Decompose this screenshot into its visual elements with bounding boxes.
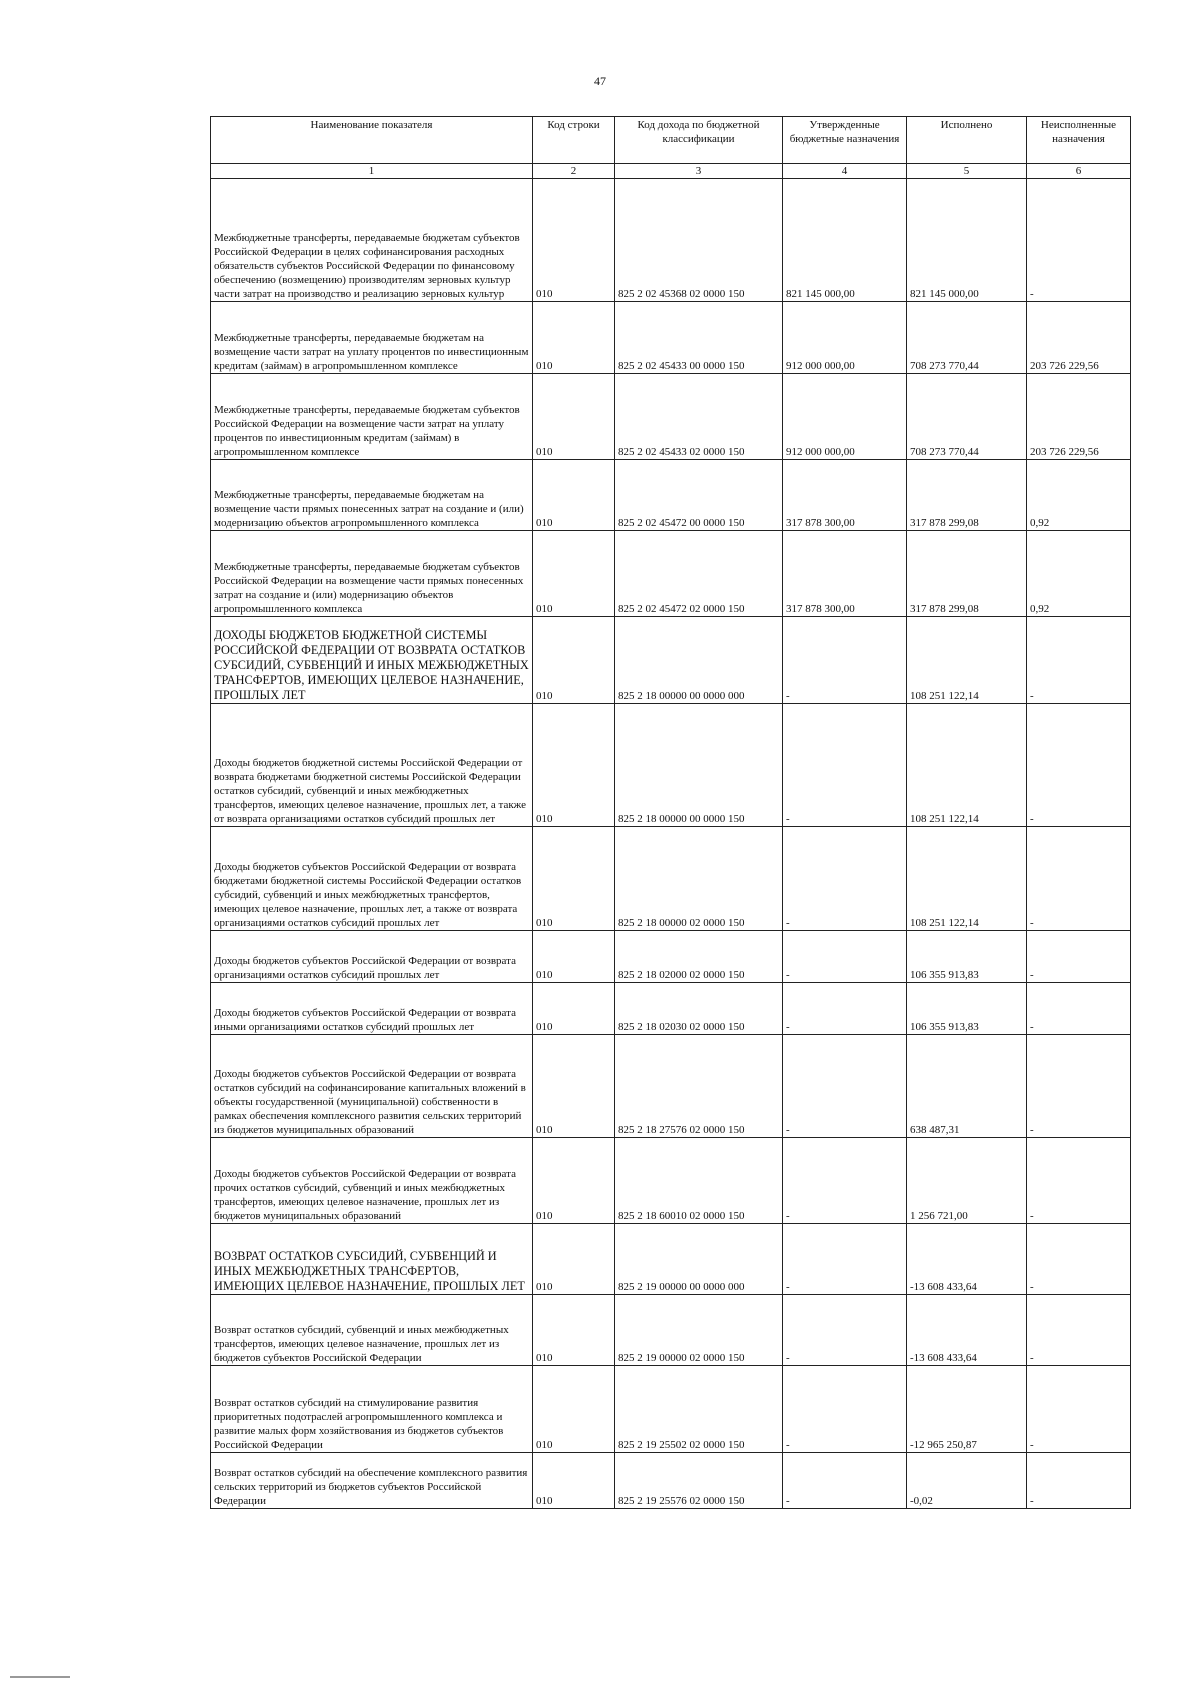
row-approved: - [783,827,907,931]
table-row [211,302,1131,374]
row-unexecuted: - [1027,617,1131,704]
row-income-code: 825 2 02 45472 00 0000 150 [615,460,783,531]
header-income-code: Код дохода по бюджетной классификации [615,117,783,164]
scan-edge-mark [10,1676,70,1678]
row-income-code: 825 2 18 27576 02 0000 150 [615,1035,783,1138]
table-row [211,704,1131,827]
table-row [211,983,1131,1035]
row-name: Доходы бюджетов субъектов Российской Федерации от возврата организациями остатков субсидий прошлых лет [211,931,533,983]
row-executed: 317 878 299,08 [907,460,1027,531]
row-code: 010 [533,1035,615,1138]
table-row [211,931,1131,983]
page-number: 47 [594,74,606,88]
row-code: 010 [533,617,615,704]
row-income-code: 825 2 18 00000 00 0000 000 [615,617,783,704]
table-row [211,1138,1131,1224]
row-unexecuted: - [1027,983,1131,1035]
table-row [211,1295,1131,1366]
row-code: 010 [533,1224,615,1295]
row-unexecuted: - [1027,931,1131,983]
row-income-code: 825 2 18 02000 02 0000 150 [615,931,783,983]
column-number: 2 [533,164,615,179]
column-number: 3 [615,164,783,179]
row-name: Доходы бюджетов субъектов Российской Федерации от возврата бюджетами бюджетной системы Российской Федерации остатков субсидий, субвенций и иных межбюджетных трансфертов, имеющих целевое назначение, прошлых лет, а также от возврата организациями остатков субсидий прошлых лет [211,827,533,931]
row-executed: -12 965 250,87 [907,1366,1027,1453]
header-row [211,117,1131,164]
row-approved: 912 000 000,00 [783,374,907,460]
row-code: 010 [533,1295,615,1366]
row-unexecuted: 203 726 229,56 [1027,374,1131,460]
table-row [211,1366,1131,1453]
row-name: Возврат остатков субсидий на обеспечение комплексного развития сельских территорий из бюджетов субъектов Российской Федерации [211,1453,533,1509]
table-row [211,460,1131,531]
row-approved: 821 145 000,00 [783,179,907,302]
budget-report-table [210,116,1131,1509]
row-code: 010 [533,460,615,531]
row-income-code: 825 2 02 45368 02 0000 150 [615,179,783,302]
row-unexecuted: - [1027,1035,1131,1138]
row-income-code: 825 2 02 45433 00 0000 150 [615,302,783,374]
table-row [211,531,1131,617]
row-unexecuted: - [1027,1453,1131,1509]
row-executed: -13 608 433,64 [907,1224,1027,1295]
row-approved: 317 878 300,00 [783,531,907,617]
row-executed: 317 878 299,08 [907,531,1027,617]
column-number: 6 [1027,164,1131,179]
row-name: Межбюджетные трансферты, передаваемые бюджетам субъектов Российской Федерации на возмещение части затрат на уплату процентов по инвестиционным кредитам (займам) в агропромышленном комплексе [211,374,533,460]
row-code: 010 [533,531,615,617]
row-approved: - [783,1295,907,1366]
row-code: 010 [533,179,615,302]
row-executed: 108 251 122,14 [907,704,1027,827]
header-approved: Утвержденные бюджетные назначения [783,117,907,164]
row-income-code: 825 2 18 00000 00 0000 150 [615,704,783,827]
row-income-code: 825 2 19 00000 02 0000 150 [615,1295,783,1366]
header-name: Наименование показателя [211,117,533,164]
row-approved: - [783,1453,907,1509]
row-name: Доходы бюджетов субъектов Российской Федерации от возврата остатков субсидий на софинансирование капитальных вложений в объекты государственной (муниципальной) собственности в рамках обеспечения комплексного развития сельских территорий из бюджетов муниципальных образований [211,1035,533,1138]
row-code: 010 [533,827,615,931]
table-row [211,1453,1131,1509]
row-name: Возврат остатков субсидий на стимулирование развития приоритетных подотраслей агропромышленного комплекса и развитие малых форм хозяйствования из бюджетов субъектов Российской Федерации [211,1366,533,1453]
header-executed: Исполнено [907,117,1027,164]
row-income-code: 825 2 18 02030 02 0000 150 [615,983,783,1035]
row-executed: 638 487,31 [907,1035,1027,1138]
row-income-code: 825 2 19 00000 00 0000 000 [615,1224,783,1295]
table-row [211,1035,1131,1138]
column-number: 5 [907,164,1027,179]
row-code: 010 [533,704,615,827]
row-name: Межбюджетные трансферты, передаваемые бюджетам субъектов Российской Федерации на возмещение части прямых понесенных затрат на создание и (или) модернизацию объектов агропромышленного комплекса [211,531,533,617]
column-number-row [211,164,1131,179]
row-unexecuted: - [1027,827,1131,931]
row-code: 010 [533,374,615,460]
row-unexecuted: - [1027,1224,1131,1295]
row-name: Межбюджетные трансферты, передаваемые бюджетам на возмещение части затрат на уплату процентов по инвестиционным кредитам (займам) в агропромышленном комплексе [211,302,533,374]
row-executed: 1 256 721,00 [907,1138,1027,1224]
row-unexecuted: 0,92 [1027,460,1131,531]
row-executed: 821 145 000,00 [907,179,1027,302]
row-approved: - [783,704,907,827]
row-executed: 108 251 122,14 [907,617,1027,704]
row-unexecuted: 0,92 [1027,531,1131,617]
row-approved: - [783,1035,907,1138]
row-name: Доходы бюджетов субъектов Российской Федерации от возврата иными организациями остатков субсидий прошлых лет [211,983,533,1035]
table-row [211,827,1131,931]
row-name: ДОХОДЫ БЮДЖЕТОВ БЮДЖЕТНОЙ СИСТЕМЫ РОССИЙСКОЙ ФЕДЕРАЦИИ ОТ ВОЗВРАТА ОСТАТКОВ СУБСИДИЙ, СУБВЕНЦИЙ И ИНЫХ МЕЖБЮДЖЕТНЫХ ТРАНСФЕРТОВ, ИМЕЮЩИХ ЦЕЛЕВОЕ НАЗНАЧЕНИЕ, ПРОШЛЫХ ЛЕТ [211,617,533,704]
row-approved: - [783,617,907,704]
row-approved: 317 878 300,00 [783,460,907,531]
row-income-code: 825 2 02 45433 02 0000 150 [615,374,783,460]
table-row [211,374,1131,460]
row-executed: 106 355 913,83 [907,931,1027,983]
row-unexecuted: - [1027,704,1131,827]
row-executed: -0,02 [907,1453,1027,1509]
row-name: Межбюджетные трансферты, передаваемые бюджетам субъектов Российской Федерации в целях софинансирования расходных обязательств субъектов Российской Федерации по финансовому обеспечению (возмещению) производителям зерновых культур части затрат на производство и реализацию зерновых культур [211,179,533,302]
row-name: Доходы бюджетов субъектов Российской Федерации от возврата прочих остатков субсидий, субвенций и иных межбюджетных трансфертов, имеющих целевое назначение, прошлых лет из бюджетов муниципальных образований [211,1138,533,1224]
table-body [211,179,1131,1509]
row-approved: - [783,983,907,1035]
row-executed: 106 355 913,83 [907,983,1027,1035]
row-executed: 108 251 122,14 [907,827,1027,931]
row-code: 010 [533,1366,615,1453]
table-row [211,1224,1131,1295]
row-name: Возврат остатков субсидий, субвенций и иных межбюджетных трансфертов, имеющих целевое назначение, прошлых лет из бюджетов субъектов Российской Федерации [211,1295,533,1366]
row-executed: 708 273 770,44 [907,374,1027,460]
row-income-code: 825 2 18 60010 02 0000 150 [615,1138,783,1224]
row-income-code: 825 2 18 00000 02 0000 150 [615,827,783,931]
row-code: 010 [533,931,615,983]
row-approved: - [783,1138,907,1224]
table-row [211,179,1131,302]
row-approved: - [783,1366,907,1453]
row-income-code: 825 2 19 25576 02 0000 150 [615,1453,783,1509]
row-approved: 912 000 000,00 [783,302,907,374]
row-name: ВОЗВРАТ ОСТАТКОВ СУБСИДИЙ, СУБВЕНЦИЙ И ИНЫХ МЕЖБЮДЖЕТНЫХ ТРАНСФЕРТОВ, ИМЕЮЩИХ ЦЕЛЕВОЕ НАЗНАЧЕНИЕ, ПРОШЛЫХ ЛЕТ [211,1224,533,1295]
row-code: 010 [533,1138,615,1224]
row-income-code: 825 2 02 45472 02 0000 150 [615,531,783,617]
header-row-code: Код строки [533,117,615,164]
row-unexecuted: - [1027,1138,1131,1224]
column-number: 1 [211,164,533,179]
row-unexecuted: - [1027,179,1131,302]
row-income-code: 825 2 19 25502 02 0000 150 [615,1366,783,1453]
header-unexecuted: Неисполненные назначения [1027,117,1131,164]
row-unexecuted: 203 726 229,56 [1027,302,1131,374]
row-approved: - [783,1224,907,1295]
row-unexecuted: - [1027,1295,1131,1366]
row-code: 010 [533,1453,615,1509]
row-executed: -13 608 433,64 [907,1295,1027,1366]
row-name: Межбюджетные трансферты, передаваемые бюджетам на возмещение части прямых понесенных затрат на создание и (или) модернизацию объектов агропромышленного комплекса [211,460,533,531]
column-number: 4 [783,164,907,179]
row-approved: - [783,931,907,983]
row-code: 010 [533,302,615,374]
row-code: 010 [533,983,615,1035]
row-executed: 708 273 770,44 [907,302,1027,374]
row-name: Доходы бюджетов бюджетной системы Российской Федерации от возврата бюджетами бюджетной системы Российской Федерации остатков субсидий, субвенций и иных межбюджетных трансфертов, имеющих целевое назначение, прошлых лет, а также от возврата организациями остатков субсидий прошлых лет [211,704,533,827]
table-row [211,617,1131,704]
row-unexecuted: - [1027,1366,1131,1453]
